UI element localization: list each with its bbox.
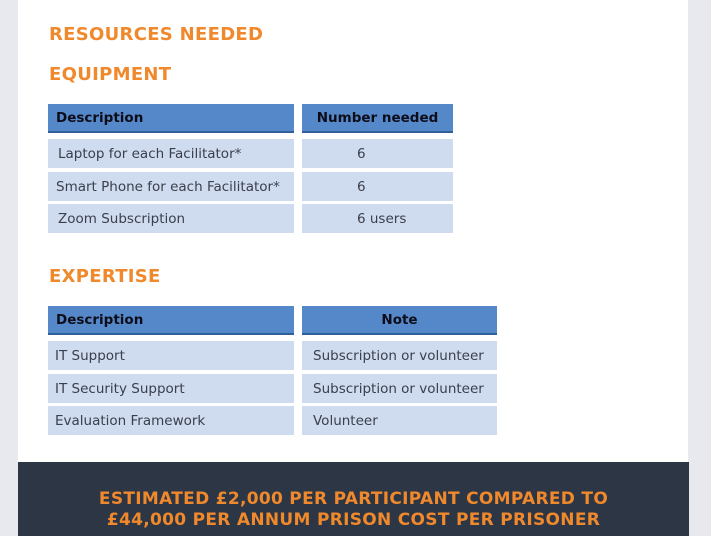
equipment-row-2-description: Smart Phone for each Facilitator* [48, 172, 294, 201]
expertise-header-note: Note [302, 306, 497, 335]
equipment-header-number: Number needed [302, 104, 453, 133]
equipment-row-1-description: Laptop for each Facilitator* [48, 139, 294, 168]
cost-comparison-banner [18, 462, 689, 536]
resources-needed-heading: RESOURCES NEEDED [49, 24, 264, 45]
expertise-row-3-description: Evaluation Framework [48, 406, 294, 435]
expertise-heading: EXPERTISE [49, 266, 161, 287]
expertise-header-description: Description [48, 306, 294, 335]
equipment-row-3-number: 6 users [302, 204, 453, 233]
expertise-row-3-note: Volunteer [302, 406, 497, 435]
equipment-row-3-description: Zoom Subscription [48, 204, 294, 233]
expertise-row-1-description: IT Support [48, 341, 294, 370]
equipment-row-2-number: 6 [302, 172, 453, 201]
cost-comparison-line-2: £44,000 PER ANNUM PRISON COST PER PRISONER [106, 510, 601, 530]
equipment-header-description: Description [48, 104, 294, 133]
cost-comparison-line-1: ESTIMATED £2,000 PER PARTICIPANT COMPARED TO [98, 489, 609, 509]
expertise-row-1-note: Subscription or volunteer [302, 341, 497, 370]
expertise-row-2-description: IT Security Support [48, 374, 294, 403]
document-page [18, 0, 688, 536]
equipment-heading: EQUIPMENT [49, 64, 172, 85]
cost-comparison-text [18, 489, 689, 531]
equipment-row-1-number: 6 [302, 139, 453, 168]
expertise-row-2-note: Subscription or volunteer [302, 374, 497, 403]
